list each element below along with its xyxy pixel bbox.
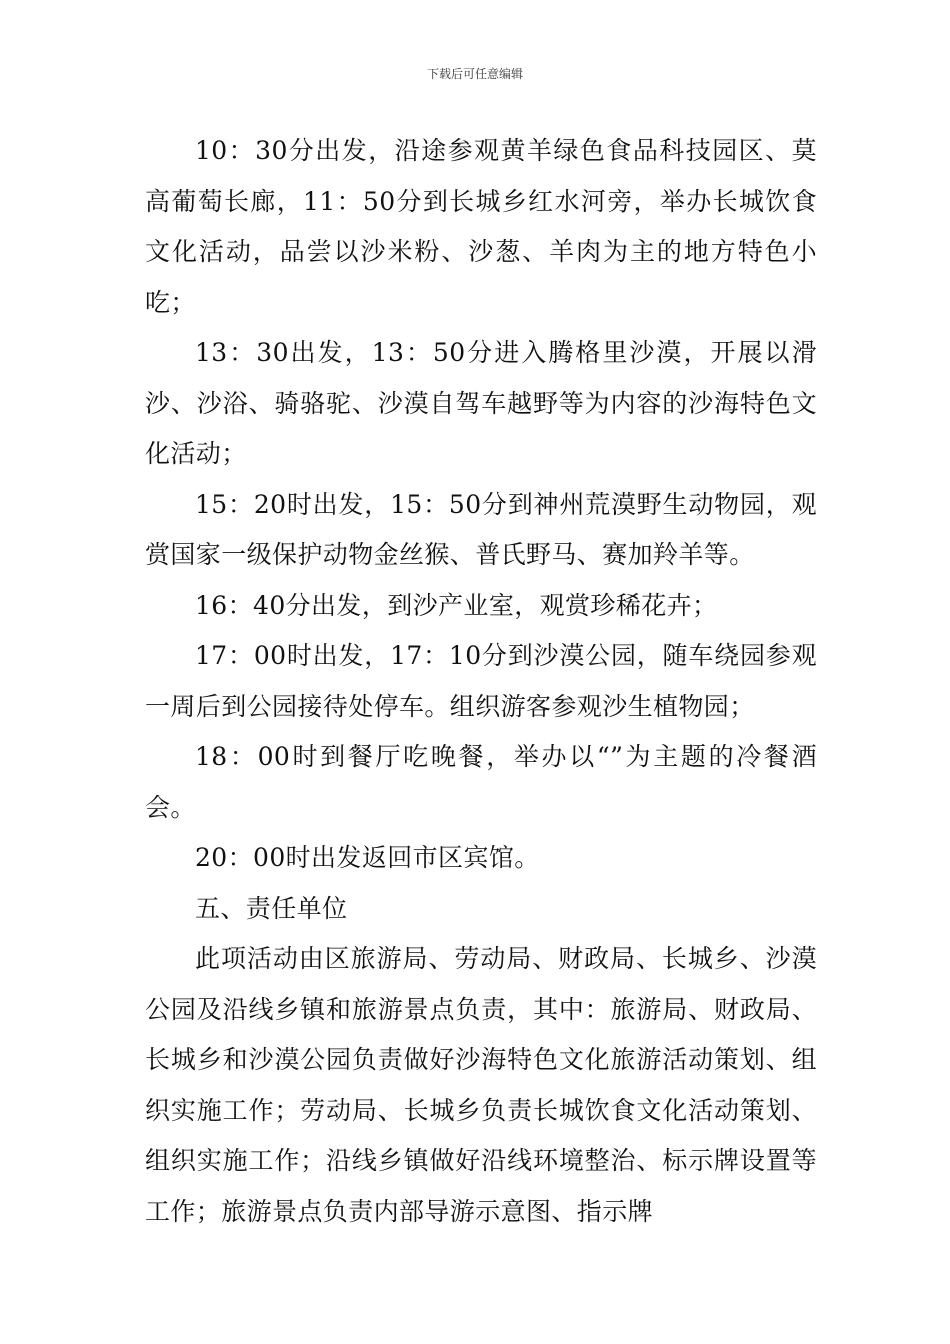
document-body — [145, 126, 817, 1237]
schedule-paragraph-1800: 18：00时到餐厅吃晚餐，举办以“”为主题的冷餐酒会。 — [145, 742, 817, 822]
responsibility-paragraph: 此项活动由区旅游局、劳动局、财政局、长城乡、沙漠公园及沿线乡镇和旅游景点负责，其中：旅游局、财政局、长城乡和沙漠公园负责做好沙海特色文化旅游活动策划、组织实施工作；劳动局、长城乡负责长城饮食文化活动策划、组织实施工作；沿线乡镇做好沿线环境整治、标示牌设置等工作；旅游景点负责内部导游示意图、指示牌 — [145, 944, 817, 1226]
page-header-note: 下载后可任意编辑 — [426, 67, 523, 81]
schedule-paragraph-2000: 20：00时出发返回市区宾馆。 — [195, 843, 540, 872]
schedule-paragraph-1700: 17：00时出发，17：10分到沙漠公园，随车绕园参观一周后到公园接待处停车。组织游客参观沙生植物园； — [145, 641, 817, 721]
schedule-paragraph-1640: 16：40分出发，到沙产业室，观赏珍稀花卉； — [195, 590, 718, 620]
schedule-paragraph-1330: 13：30出发，13：50分进入腾格里沙漠，开展以滑沙、沙浴、骑骆驼、沙漠自驾车越野等为内容的沙海特色文化活动； — [145, 338, 817, 468]
schedule-paragraph-1030: 10：30分出发，沿途参观黄羊绿色食品科技园区、莫高葡萄长廊，11：50分到长城乡红水河旁，举办长城饮食文化活动，品尝以沙米粉、沙葱、羊肉为主的地方特色小吃； — [145, 136, 817, 317]
schedule-paragraph-1520: 15：20时出发，15：50分到神州荒漠野生动物园，观赏国家一级保护动物金丝猴、普氏野马、赛加羚羊等。 — [145, 489, 817, 569]
section-heading-responsibility: 五、责任单位 — [195, 893, 348, 923]
